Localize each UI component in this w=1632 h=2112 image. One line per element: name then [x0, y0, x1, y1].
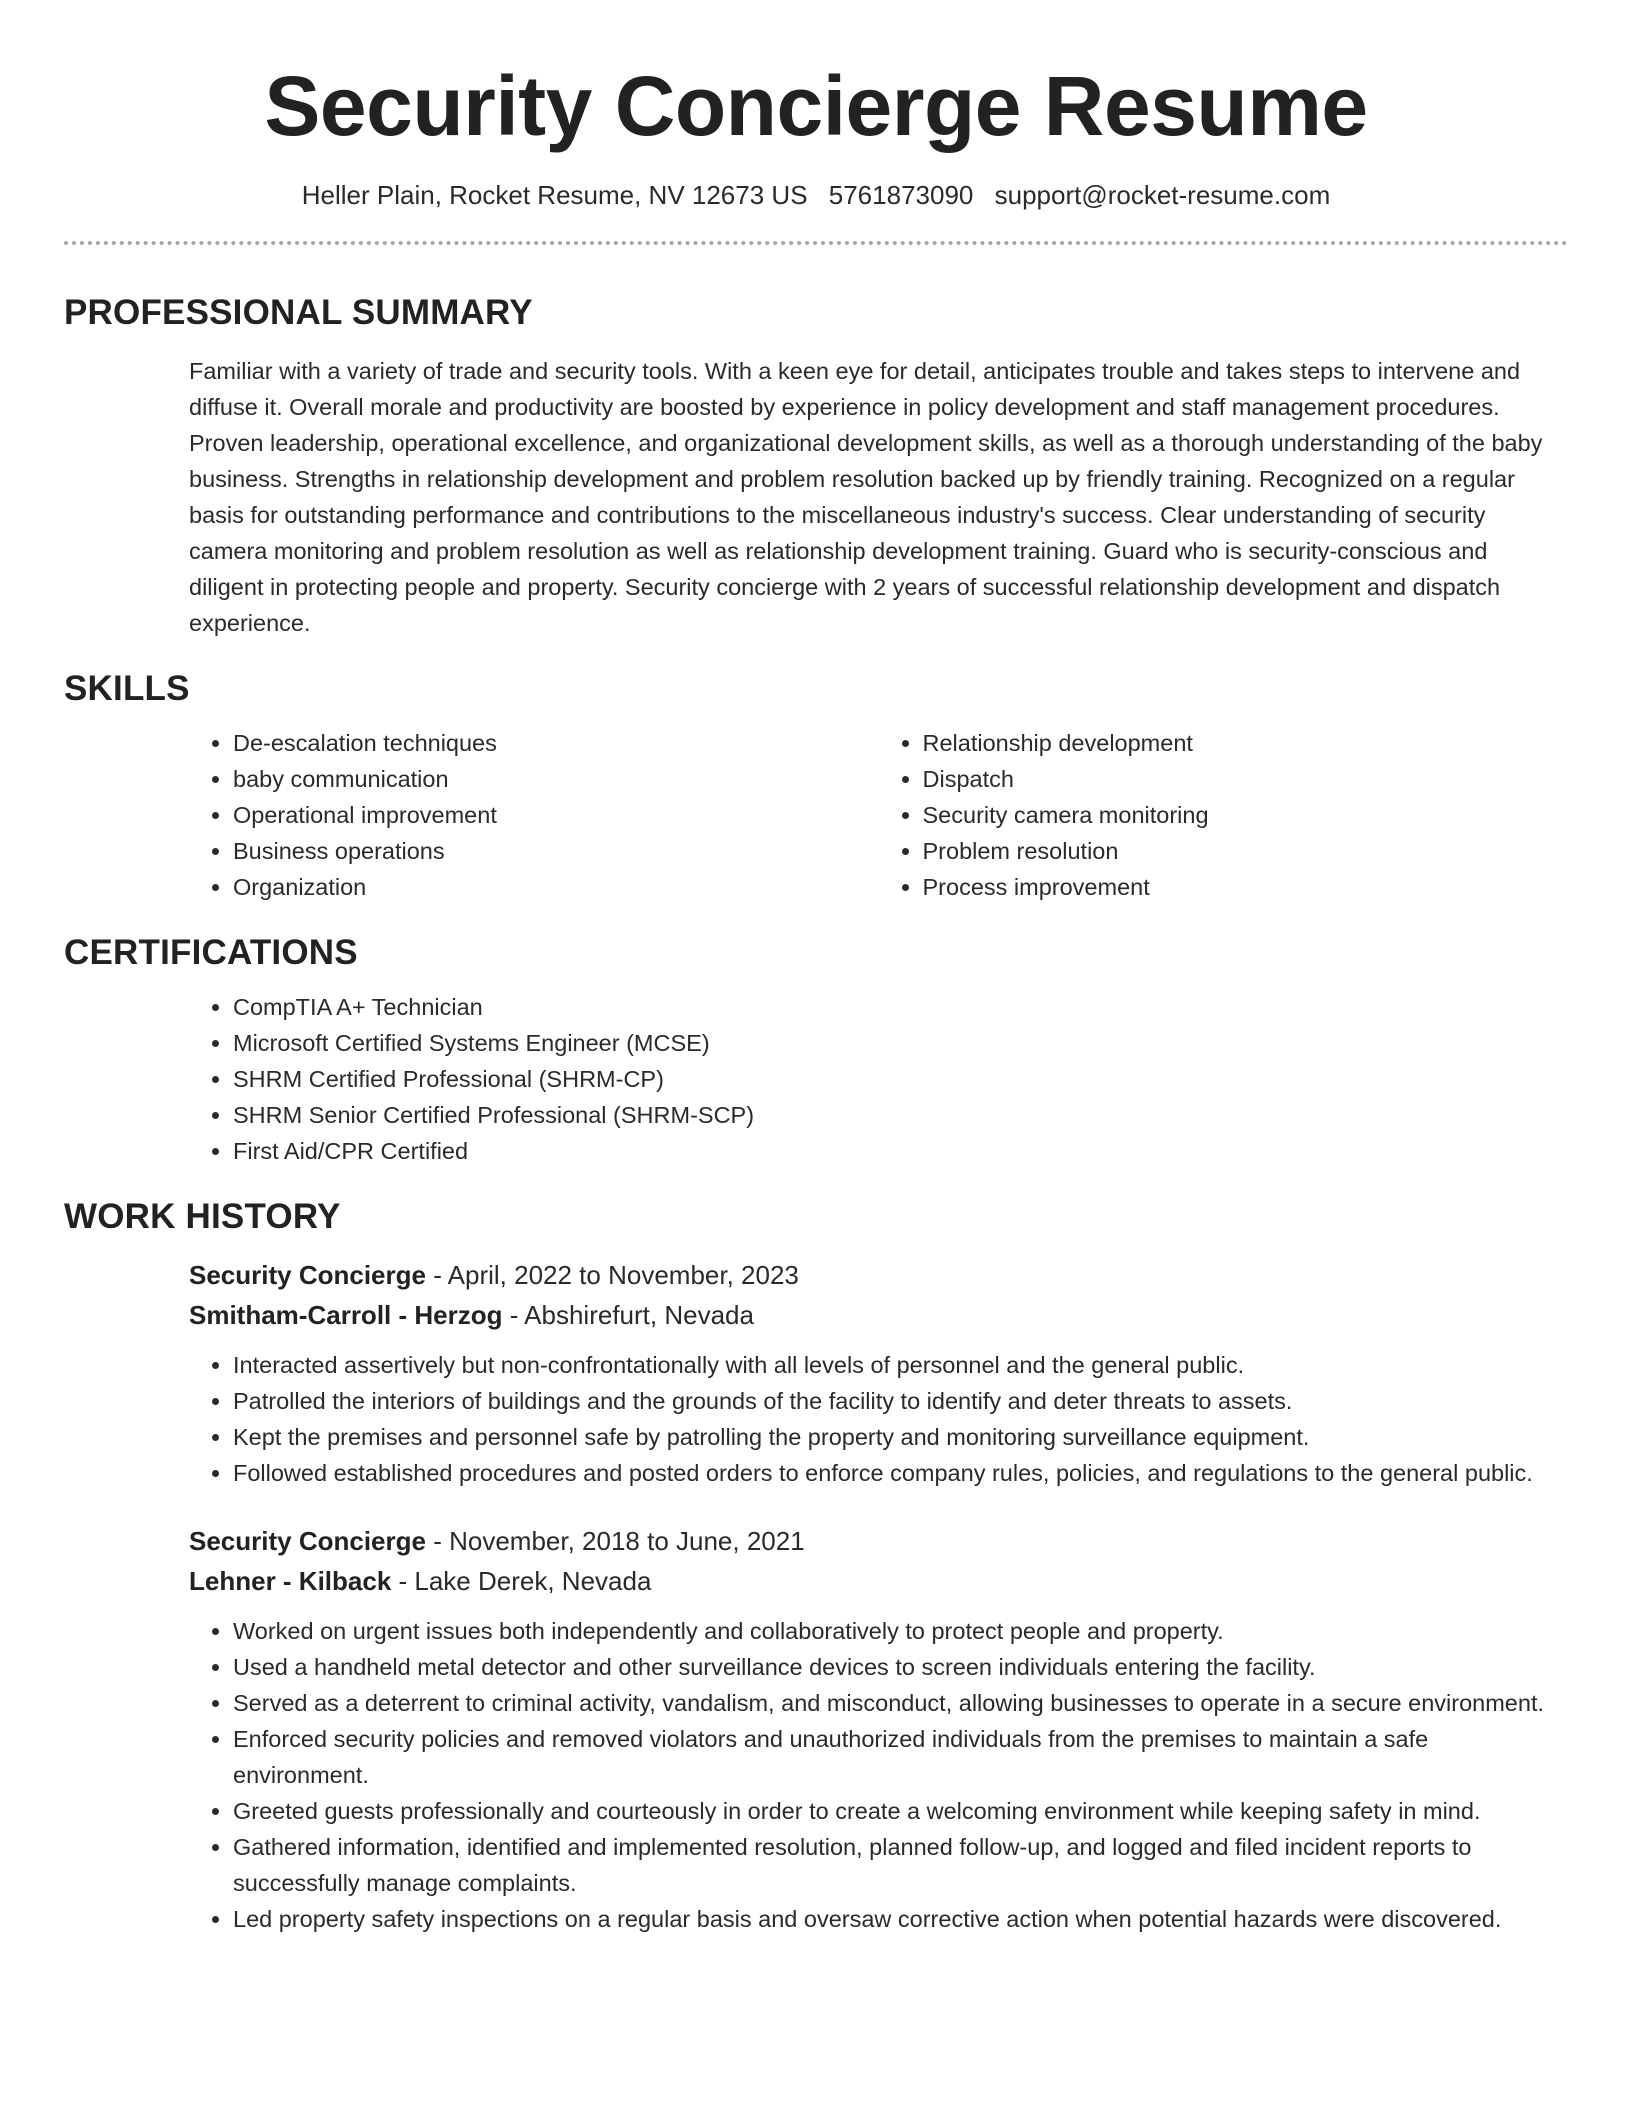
work-history-heading: WORK HISTORY — [64, 1197, 341, 1236]
summary-text: Familiar with a variety of trade and security tools. With a keen eye for detail, anticipates trouble and takes steps to intervene and diffuse it. Overall morale and productivity are boosted by experience in policy development and staff management procedures. Proven leadership, operational excellence, and organizational development skills, as well as a thorough understanding of the baby business. Strengths in relationship development and problem resolution backed up by friendly training. Recognized on a regular basis for outstanding performance and contributions to the miscellaneous industry's success. Clear understanding of security camera monitoring and problem resolution as well as relationship development training. Guard who is security-conscious and diligent in protecting people and property. Security concierge with 2 years of successful relationship development and dispatch experience. — [189, 358, 1543, 636]
summary-section — [64, 291, 1568, 641]
job-bullet: • Enforced security policies and removed violators and unauthorized individuals from the premises to maintain a safe environment. — [233, 1721, 1568, 1793]
job-dates: - April, 2022 to November, 2023 — [425, 1260, 799, 1290]
job-bullet: • Interacted assertively but non-confrontationally with all levels of personnel and the general public. — [233, 1347, 1568, 1383]
skill-item: • Process improvement — [923, 869, 1569, 905]
job-company: Lehner - Kilback — [189, 1566, 392, 1596]
job-title-line — [189, 1521, 1568, 1561]
job-location: - Abshirefurt, Nevada — [502, 1300, 754, 1330]
skill-item: • baby communication — [233, 761, 879, 797]
certification-item: • SHRM Certified Professional (SHRM-CP) — [233, 1061, 1568, 1097]
job-bullets — [189, 1613, 1568, 1937]
header-divider — [64, 241, 1568, 245]
job-title-line — [189, 1255, 1568, 1295]
summary-heading: PROFESSIONAL SUMMARY — [64, 293, 533, 332]
skill-item: • Organization — [233, 869, 879, 905]
skills-list-right — [879, 725, 1569, 905]
contact-address: Heller Plain, Rocket Resume, NV 12673 US — [301, 180, 808, 210]
job-location: - Lake Derek, Nevada — [391, 1566, 652, 1596]
job-dates: - November, 2018 to June, 2021 — [425, 1526, 805, 1556]
contact-line — [64, 178, 1568, 212]
job-bullet: • Gathered information, identified and implemented resolution, planned follow-up, and logged and filed incident reports to successfully manage complaints. — [233, 1829, 1568, 1901]
job-bullet: • Kept the premises and personnel safe by patrolling the property and monitoring surveillance equipment. — [233, 1419, 1568, 1455]
skill-item: • Problem resolution — [923, 833, 1569, 869]
job-bullet: • Worked on urgent issues both independently and collaboratively to protect people and property. — [233, 1613, 1568, 1649]
skill-item: • Relationship development — [923, 725, 1569, 761]
certification-item: • First Aid/CPR Certified — [233, 1133, 1568, 1169]
skill-item: • Operational improvement — [233, 797, 879, 833]
job-bullet: • Greeted guests professionally and courteously in order to create a welcoming environment while keeping safety in mind. — [233, 1793, 1568, 1829]
job-bullets — [189, 1347, 1568, 1491]
certifications-list — [189, 989, 1568, 1169]
certifications-heading: CERTIFICATIONS — [64, 933, 358, 972]
job-bullet: • Patrolled the interiors of buildings and the grounds of the facility to identify and deter threats to assets. — [233, 1383, 1568, 1419]
contact-email: support@rocket-resume.com — [994, 180, 1331, 210]
work-history-section — [64, 1195, 1568, 1937]
job-entry — [64, 1255, 1568, 1491]
job-bullet: • Served as a deterrent to criminal activity, vandalism, and misconduct, allowing businesses to operate in a secure environment. — [233, 1685, 1568, 1721]
skill-item: • De-escalation techniques — [233, 725, 879, 761]
resume-title: Security Concierge Resume — [264, 59, 1368, 153]
job-company: Smitham-Carroll - Herzog — [189, 1300, 503, 1330]
job-bullet: • Followed established procedures and posted orders to enforce company rules, policies, and regulations to the general public. — [233, 1455, 1568, 1491]
certifications-section — [64, 931, 1568, 1169]
skills-grid — [64, 725, 1568, 905]
skill-item: • Business operations — [233, 833, 879, 869]
job-bullet: • Led property safety inspections on a regular basis and oversaw corrective action when potential hazards were discovered. — [233, 1901, 1568, 1937]
certification-item: • CompTIA A+ Technician — [233, 989, 1568, 1025]
job-entry — [64, 1521, 1568, 1937]
skills-list-left — [189, 725, 879, 905]
skill-item: • Dispatch — [923, 761, 1569, 797]
skill-item: • Security camera monitoring — [923, 797, 1569, 833]
job-bullet: • Used a handheld metal detector and other surveillance devices to screen individuals entering the facility. — [233, 1649, 1568, 1685]
certification-item: • Microsoft Certified Systems Engineer (MCSE) — [233, 1025, 1568, 1061]
job-title: Security Concierge — [189, 1260, 426, 1290]
skills-section — [64, 667, 1568, 905]
certification-item: • SHRM Senior Certified Professional (SHRM-SCP) — [233, 1097, 1568, 1133]
job-company-line — [189, 1561, 1568, 1601]
job-company-line — [189, 1295, 1568, 1335]
contact-phone: 5761873090 — [828, 180, 974, 210]
skills-heading: SKILLS — [64, 669, 190, 708]
certifications-list-wrap — [64, 989, 1568, 1169]
job-title: Security Concierge — [189, 1526, 426, 1556]
